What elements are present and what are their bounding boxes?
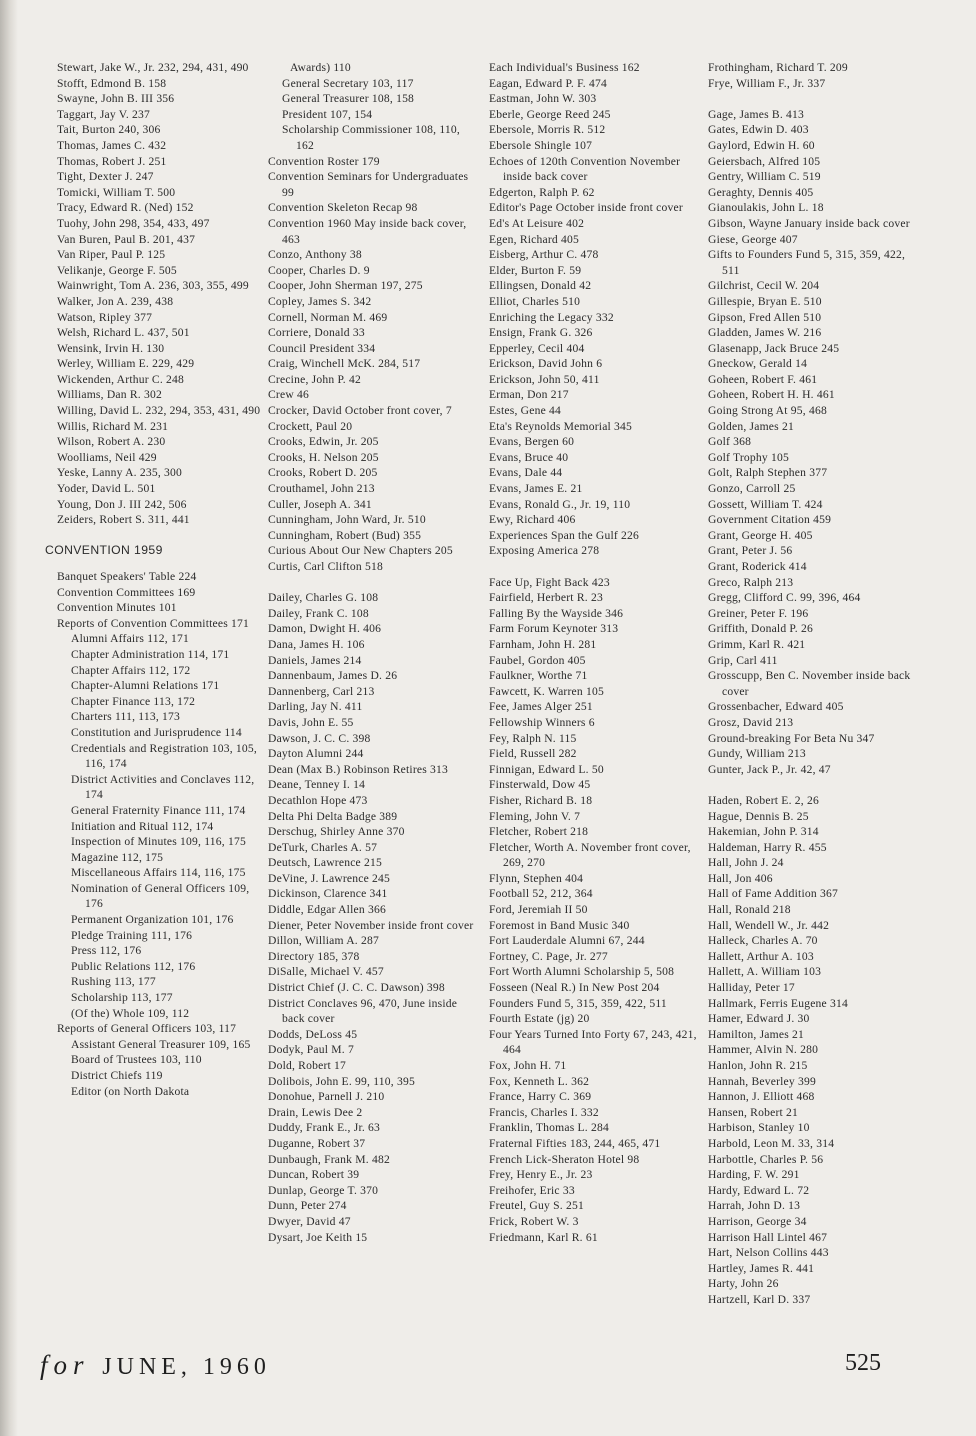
index-entry: DiSalle, Michael V. 457 <box>268 965 384 979</box>
index-entry: Charters 111, 113, 173 <box>71 710 181 724</box>
index-entry: Gates, Edwin D. 403 <box>708 123 809 137</box>
index-entry: Greco, Ralph 213 <box>708 575 794 589</box>
index-entry: Haldeman, Harry R. 455 <box>708 840 827 854</box>
index-entry: Crooks, Edwin, Jr. 205 <box>268 435 379 449</box>
index-entry: Hague, Dennis B. 25 <box>708 809 809 823</box>
index-entry: Werley, William E. 229, 429 <box>57 357 195 371</box>
index-entry: Chapter-Alumni Relations 171 <box>71 679 220 693</box>
index-entry: Founders Fund 5, 315, 359, 422, 511 <box>489 996 667 1010</box>
index-entry: Football 52, 212, 364 <box>489 887 593 901</box>
index-entry: Assistant General Treasurer 109, 165 <box>71 1037 251 1051</box>
index-entry: Fraternal Fifties 183, 244, 465, 471 <box>489 1136 661 1150</box>
index-entry: Ground-breaking For Beta Nu 347 <box>708 731 875 745</box>
index-entry: Haden, Robert E. 2, 26 <box>708 793 819 807</box>
index-entry: (Of the) Whole 109, 112 <box>71 1006 190 1020</box>
index-entry: Drain, Lewis Dee 2 <box>268 1105 363 1119</box>
index-entry: Gianoulakis, John L. 18 <box>708 201 824 215</box>
index-entry: Eberle, George Reed 245 <box>489 107 611 121</box>
index-entry: Directory 185, 378 <box>268 949 360 963</box>
index-entry: Eagan, Edward P. F. 474 <box>489 76 607 90</box>
index-entry: Walker, Jon A. 239, 438 <box>57 294 174 308</box>
index-entry: Fort Worth Alumni Scholarship 5, 508 <box>489 965 675 979</box>
index-entry: Eastman, John W. 303 <box>489 92 597 106</box>
index-entry: Egen, Richard 405 <box>489 232 580 246</box>
index-entry: Face Up, Fight Back 423 <box>489 575 610 589</box>
index-entry: Gillespie, Bryan E. 510 <box>708 294 822 308</box>
index-entry: Crocker, David October front cover, 7 <box>268 404 452 418</box>
section-gap <box>57 528 269 544</box>
index-entry: Ewy, Richard 406 <box>489 513 576 527</box>
index-entry: Government Citation 459 <box>708 513 832 527</box>
index-entry: Tuohy, John 298, 354, 433, 497 <box>57 216 210 230</box>
index-entry: Echoes of 120th Convention November inside back cover <box>489 154 681 184</box>
index-entry: Conzo, Anthony 38 <box>268 248 362 262</box>
index-entry: Crew 46 <box>268 388 310 402</box>
index-entry: Dickinson, Clarence 341 <box>268 887 388 901</box>
index-entry: Miscellaneous Affairs 114, 116, 175 <box>71 866 246 880</box>
index-entry: Yoder, David L. 501 <box>57 482 156 496</box>
index-entry: Dailey, Charles G. 108 <box>268 591 379 605</box>
index-entry: Delta Phi Delta Badge 389 <box>268 809 398 823</box>
index-entry: Going Strong At 95, 468 <box>708 404 827 418</box>
index-entry: Fawcett, K. Warren 105 <box>489 684 604 698</box>
index-entry: Stewart, Jake W., Jr. 232, 294, 431, 490 <box>57 61 249 74</box>
index-entry: Frothingham, Richard T. 209 <box>708 61 848 74</box>
index-entry: Ensign, Frank G. 326 <box>489 326 593 340</box>
index-entry: Van Buren, Paul B. 201, 437 <box>57 232 196 246</box>
index-entry: Deane, Tenney I. 14 <box>268 778 366 792</box>
index-entry: Evans, Bergen 60 <box>489 435 575 449</box>
index-entry: Diddle, Edgar Allen 366 <box>268 903 386 917</box>
index-entry: Donohue, Parnell J. 210 <box>268 1090 385 1104</box>
index-entry: Woolliams, Neil 429 <box>57 450 157 464</box>
index-entry: Estes, Gene 44 <box>489 404 562 418</box>
page-number: 525 <box>845 1350 881 1376</box>
index-entry: Grosz, David 213 <box>708 715 794 729</box>
index-entry: Finnigan, Edward L. 50 <box>489 762 604 776</box>
index-entry: Watson, Ripley 377 <box>57 310 153 324</box>
index-entry: Stofft, Edmond B. 158 <box>57 76 167 90</box>
index-entry: General Fraternity Finance 111, 174 <box>71 803 246 817</box>
index-entry: Chapter Affairs 112, 172 <box>71 663 191 677</box>
index-entry: Halleck, Charles A. 70 <box>708 934 818 948</box>
index-entry: Evans, Dale 44 <box>489 466 563 480</box>
index-entry: Finsterwald, Dow 45 <box>489 778 591 792</box>
index-entry: Yeske, Lanny A. 235, 300 <box>57 466 183 480</box>
index-entry: Credentials and Registration 103, 105, 116, 174 <box>71 741 257 771</box>
index-entry: Griffith, Donald P. 26 <box>708 622 813 636</box>
index-entry: Grant, Peter J. 56 <box>708 544 793 558</box>
index-entry: General Treasurer 108, 158 <box>282 92 415 106</box>
index-entry: Initiation and Ritual 112, 174 <box>71 819 214 833</box>
index-entry: Faubel, Gordon 405 <box>489 653 586 667</box>
index-entry: Dunlap, George T. 370 <box>268 1183 379 1197</box>
index-entry: Craig, Winchell McK. 284, 517 <box>268 357 421 371</box>
index-entry: Gossett, William T. 424 <box>708 497 823 511</box>
index-entry: Halliday, Peter 17 <box>708 981 795 995</box>
index-entry: Harbold, Leon M. 33, 314 <box>708 1136 835 1150</box>
index-entry: Willis, Richard M. 231 <box>57 419 169 433</box>
index-entry: Geraghty, Dennis 405 <box>708 185 814 199</box>
index-entry: Duncan, Robert 39 <box>268 1168 360 1182</box>
index-entry: Reports of General Officers 103, 117 <box>57 1022 237 1036</box>
index-entry: Grip, Carl 411 <box>708 653 778 667</box>
index-entry: Crouthamel, John 213 <box>268 482 375 496</box>
index-entry: Dana, James H. 106 <box>268 637 365 651</box>
index-entry: Dannenberg, Carl 213 <box>268 684 375 698</box>
index-entry: Fourth Estate (jg) 20 <box>489 1012 590 1026</box>
index-entry: Falling By the Wayside 346 <box>489 606 624 620</box>
index-entry: Press 112, 176 <box>71 944 142 958</box>
index-entry: Farnham, John H. 281 <box>489 637 597 651</box>
page-binding-edge <box>0 0 18 1436</box>
index-entry: Chapter Administration 114, 171 <box>71 647 230 661</box>
index-entry: Hallett, A. William 103 <box>708 965 822 979</box>
index-entry: Hardy, Edward L. 72 <box>708 1183 810 1197</box>
index-entry: Pledge Training 111, 176 <box>71 928 193 942</box>
section-gap <box>708 777 920 793</box>
index-entry: Erickson, David John 6 <box>489 357 603 371</box>
index-entry: Swayne, John B. III 356 <box>57 92 175 106</box>
index-entry: Convention Roster 179 <box>268 154 380 168</box>
index-entry: Reports of Convention Committees 171 <box>57 616 250 630</box>
index-entry: Golf Trophy 105 <box>708 450 789 464</box>
index-entry: Eta's Reynolds Memorial 345 <box>489 419 633 433</box>
index-entry: Gladden, James W. 216 <box>708 326 822 340</box>
index-entry: Convention 1960 May inside back cover, 463 <box>268 216 467 246</box>
index-entry: Davis, John E. 55 <box>268 715 354 729</box>
index-entry: Copley, James S. 342 <box>268 294 372 308</box>
index-entry: District Activities and Conclaves 112, 174 <box>71 772 255 802</box>
index-entry: Editor's Page October inside front cover <box>489 201 683 215</box>
index-entry: Rushing 113, 177 <box>71 975 156 989</box>
index-entry: Dold, Robert 17 <box>268 1059 347 1072</box>
index-entry: Hart, Nelson Collins 443 <box>708 1246 829 1260</box>
index-entry: Hall of Fame Addition 367 <box>708 887 838 901</box>
index-entry: Fortney, C. Page, Jr. 277 <box>489 949 608 963</box>
section-gap <box>268 575 480 591</box>
index-entry: Evans, James E. 21 <box>489 482 583 496</box>
index-entry: Crooks, Robert D. 205 <box>268 466 378 480</box>
index-entry: Dillon, William A. 287 <box>268 934 379 948</box>
index-entry: Geiersbach, Alfred 105 <box>708 154 821 168</box>
index-entry: Fairfield, Herbert R. 23 <box>489 591 603 605</box>
index-entry: Wickenden, Arthur C. 248 <box>57 372 185 386</box>
index-entry: Cunningham, Robert (Bud) 355 <box>268 528 422 542</box>
index-entry: Dayton Alumni 244 <box>268 747 364 761</box>
index-entry: Each Individual's Business 162 <box>489 61 640 74</box>
index-entry: Scholarship Commissioner 108, 110, 162 <box>282 123 461 152</box>
index-entry: Glasenapp, Jack Bruce 245 <box>708 341 840 355</box>
index-entry: Inspection of Minutes 109, 116, 175 <box>71 835 246 849</box>
index-entry: Dodds, DeLoss 45 <box>268 1027 358 1041</box>
index-entry: Fleming, John V. 7 <box>489 809 581 823</box>
index-entry: Van Riper, Paul P. 125 <box>57 248 166 262</box>
index-entry: Culler, Joseph A. 341 <box>268 497 372 511</box>
index-entry: Dwyer, David 47 <box>268 1214 351 1228</box>
index-entry: Willing, David L. 232, 294, 353, 431, 490 <box>57 404 261 418</box>
index-entry: Evans, Ronald G., Jr. 19, 110 <box>489 497 631 511</box>
index-entry: Constitution and Jurisprudence 114 <box>71 725 242 739</box>
index-entry: Harding, F. W. 291 <box>708 1168 800 1182</box>
index-entry: Fee, James Alger 251 <box>489 700 593 714</box>
index-entry: Fox, John H. 71 <box>489 1059 567 1072</box>
index-entry: Gonzo, Carroll 25 <box>708 482 796 496</box>
index-entry: Wainwright, Tom A. 236, 303, 355, 499 <box>57 279 249 293</box>
index-entry: Hakemian, John P. 314 <box>708 825 819 839</box>
index-entry: Curious About Our New Chapters 205 <box>268 544 453 558</box>
index-entry: Derschug, Shirley Anne 370 <box>268 825 405 839</box>
index-entry: Friedmann, Karl R. 61 <box>489 1230 598 1244</box>
index-entry: Daniels, James 214 <box>268 653 362 667</box>
index-entry: Fort Lauderdale Alumni 67, 244 <box>489 934 645 948</box>
index-column-3 <box>489 60 701 1245</box>
index-entry: Zeiders, Robert S. 311, 441 <box>57 513 190 527</box>
index-entry: Tomicki, William T. 500 <box>57 185 176 199</box>
index-entry: Young, Don J. III 242, 506 <box>57 497 187 511</box>
index-entry: Duddy, Frank E., Jr. 63 <box>268 1121 381 1135</box>
index-entry: Epperley, Cecil 404 <box>489 341 585 355</box>
index-entry: Cooper, John Sherman 197, 275 <box>268 279 423 293</box>
index-entry: Frye, William F., Jr. 337 <box>708 76 826 90</box>
index-entry: Gunter, Jack P., Jr. 42, 47 <box>708 762 831 776</box>
index-entry: Tight, Dexter J. 247 <box>57 170 154 184</box>
index-entry: Gentry, William C. 519 <box>708 170 821 184</box>
index-entry: Thomas, James C. 432 <box>57 138 167 152</box>
index-entry: Fletcher, Worth A. November front cover, 269, 270 <box>489 840 691 870</box>
index-entry: Four Years Turned Into Forty 67, 243, 421, 464 <box>489 1027 697 1057</box>
index-entry: Fellowship Winners 6 <box>489 715 595 729</box>
index-entry: Diener, Peter November inside front cover <box>268 918 474 932</box>
index-entry: Frey, Henry E., Jr. 23 <box>489 1168 593 1182</box>
index-entry: Editor (on North Dakota <box>71 1084 190 1098</box>
index-entry: Grant, Roderick 414 <box>708 560 807 573</box>
index-entry: Hall, Jon 406 <box>708 871 773 885</box>
index-entry: Council President 334 <box>268 341 376 355</box>
index-entry: Duganne, Robert 37 <box>268 1136 366 1150</box>
index-entry: Harty, John 26 <box>708 1277 779 1291</box>
index-entry: Darling, Jay N. 411 <box>268 700 363 714</box>
index-entry: Foremost in Band Music 340 <box>489 918 630 932</box>
index-entry: Cornell, Norman M. 469 <box>268 310 388 324</box>
index-column-4 <box>708 60 920 1308</box>
index-entry: Curtis, Carl Clifton 518 <box>268 560 383 573</box>
index-entry: Flynn, Stephen 404 <box>489 871 584 885</box>
index-entry: Goheen, Robert H. H. 461 <box>708 388 835 402</box>
index-entry: Crockett, Paul 20 <box>268 419 353 433</box>
index-entry: Damon, Dwight H. 406 <box>268 622 382 636</box>
index-entry: Edgerton, Ralph P. 62 <box>489 185 595 199</box>
index-entry: Nomination of General Officers 109, 176 <box>71 881 250 911</box>
index-entry: France, Harry C. 369 <box>489 1090 592 1104</box>
index-entry: Dunbaugh, Frank M. 482 <box>268 1152 390 1166</box>
index-entry: Welsh, Richard L. 437, 501 <box>57 326 190 340</box>
index-entry: Elder, Burton F. 59 <box>489 263 582 277</box>
index-entry: Gundy, William 213 <box>708 747 806 761</box>
index-entry: Ebersole, Morris R. 512 <box>489 123 606 137</box>
index-entry: Freutel, Guy S. 251 <box>489 1199 584 1213</box>
index-entry: District Chief (J. C. C. Dawson) 398 <box>268 981 445 995</box>
index-entry: Harrison Hall Lintel 467 <box>708 1230 828 1244</box>
index-entry: General Secretary 103, 117 <box>282 76 414 90</box>
index-entry: Grossenbacher, Edward 405 <box>708 700 844 714</box>
index-entry: Crecine, John P. 42 <box>268 372 361 386</box>
index-entry: Grant, George H. 405 <box>708 528 813 542</box>
index-entry: Elliot, Charles 510 <box>489 294 581 308</box>
index-entry: Tracy, Edward R. (Ned) 152 <box>57 201 194 215</box>
index-entry: Taggart, Jay V. 237 <box>57 107 151 121</box>
index-entry: Harbottle, Charles P. 56 <box>708 1152 824 1166</box>
index-column-2 <box>268 60 480 1245</box>
index-entry: Tait, Burton 240, 306 <box>57 123 161 137</box>
index-entry: Golf 368 <box>708 435 752 449</box>
index-entry: Faulkner, Worthe 71 <box>489 669 588 683</box>
index-entry: Hansen, Robert 21 <box>708 1105 799 1119</box>
index-entry: Wensink, Irvin H. 130 <box>57 341 165 355</box>
index-entry: Corriere, Donald 33 <box>268 326 365 340</box>
index-entry: Cooper, Charles D. 9 <box>268 263 370 277</box>
index-entry: Gregg, Clifford C. 99, 396, 464 <box>708 591 861 605</box>
section-gap <box>708 91 920 107</box>
footer-for: for <box>40 1350 90 1380</box>
index-entry: Dysart, Joe Keith 15 <box>268 1230 368 1244</box>
index-entry: Velikanje, George F. 505 <box>57 263 177 277</box>
index-entry: Convention Committees 169 <box>57 585 196 599</box>
index-entry: Dodyk, Paul M. 7 <box>268 1043 354 1057</box>
index-entry: Deutsch, Lawrence 215 <box>268 856 382 870</box>
index-entry: Gibson, Wayne January inside back cover <box>708 216 910 230</box>
index-entry: Exposing America 278 <box>489 544 600 558</box>
index-entry: Greiner, Peter F. 196 <box>708 606 809 620</box>
index-entry: Hamilton, James 21 <box>708 1027 805 1041</box>
index-entry: Harrison, George 34 <box>708 1214 807 1228</box>
index-entry: Erickson, John 50, 411 <box>489 372 600 386</box>
index-entry: Public Relations 112, 176 <box>71 959 196 973</box>
index-entry: Hallmark, Ferris Eugene 314 <box>708 996 848 1010</box>
index-entry: Hall, Wendell W., Jr. 442 <box>708 918 830 932</box>
index-entry: Thomas, Robert J. 251 <box>57 154 167 168</box>
index-entry: Convention Minutes 101 <box>57 601 177 615</box>
index-entry: Ellingsen, Donald 42 <box>489 279 592 293</box>
index-entry: Grosscupp, Ben C. November inside back cover <box>708 669 911 698</box>
index-entry: Permanent Organization 101, 176 <box>71 913 234 927</box>
index-entry: Grimm, Karl R. 421 <box>708 637 806 651</box>
index-entry: Frick, Robert W. 3 <box>489 1214 579 1228</box>
index-entry: Gneckow, Gerald 14 <box>708 357 808 371</box>
index-entry: DeTurk, Charles A. 57 <box>268 840 378 854</box>
index-entry: Freihofer, Eric 33 <box>489 1183 575 1197</box>
index-entry: Convention Seminars for Undergraduates 99 <box>268 170 469 199</box>
index-entry: Scholarship 113, 177 <box>71 991 173 1005</box>
index-entry: Banquet Speakers' Table 224 <box>57 570 197 583</box>
section-gap <box>489 559 701 575</box>
index-entry: President 107, 154 <box>282 107 373 121</box>
index-entry: District Chiefs 119 <box>71 1069 163 1082</box>
index-entry: Erman, Don 217 <box>489 388 569 402</box>
index-entry: Magazine 112, 175 <box>71 850 164 864</box>
index-entry: Field, Russell 282 <box>489 747 577 761</box>
index-entry: Hartzell, Karl D. 337 <box>708 1292 811 1306</box>
index-entry: Eisberg, Arthur C. 478 <box>489 248 599 262</box>
index-column-1 <box>45 60 269 1099</box>
index-entry: Gifts to Founders Fund 5, 315, 359, 422, 511 <box>708 248 906 277</box>
index-entry: Golt, Ralph Stephen 377 <box>708 466 828 480</box>
index-entry: Board of Trustees 103, 110 <box>71 1053 202 1067</box>
index-entry: Dannenbaum, James D. 26 <box>268 669 398 683</box>
index-entry: Fosseen (Neal R.) In New Post 204 <box>489 981 660 995</box>
index-entry: Hall, Ronald 218 <box>708 903 791 917</box>
index-entry: Dean (Max B.) Robinson Retires 313 <box>268 762 449 776</box>
index-entry: Dunn, Peter 274 <box>268 1199 347 1213</box>
footer-issue <box>40 1350 271 1381</box>
index-entry: Goheen, Robert F. 461 <box>708 372 818 386</box>
index-entry: Awards) 110 <box>290 61 351 74</box>
index-entry: Ebersole Shingle 107 <box>489 138 593 152</box>
index-entry: Fisher, Richard B. 18 <box>489 793 593 807</box>
index-entry: Gaylord, Edwin H. 60 <box>708 138 815 152</box>
index-entry: Farm Forum Keynoter 313 <box>489 622 619 636</box>
index-entry: Harbison, Stanley 10 <box>708 1121 810 1135</box>
index-entry: Alumni Affairs 112, 171 <box>71 632 189 646</box>
index-entry: Dolibois, John E. 99, 110, 395 <box>268 1074 415 1088</box>
index-entry: Hartley, James R. 441 <box>708 1261 815 1275</box>
index-entry: Williams, Dan R. 302 <box>57 388 162 402</box>
index-entry: Harrah, John D. 13 <box>708 1199 801 1213</box>
index-entry: Wilson, Robert A. 230 <box>57 435 166 449</box>
index-entry: Giese, George 407 <box>708 232 798 246</box>
index-entry: Hall, John J. 24 <box>708 856 784 870</box>
index-entry: Ford, Jeremiah II 50 <box>489 903 588 917</box>
index-entry: Cunningham, John Ward, Jr. 510 <box>268 513 426 527</box>
index-entry: Fey, Ralph N. 115 <box>489 731 577 745</box>
footer-month: JUNE, 1960 <box>102 1354 271 1380</box>
index-entry: Hannah, Beverley 399 <box>708 1074 816 1088</box>
index-entry: Enriching the Legacy 332 <box>489 310 614 324</box>
index-entry: Franklin, Thomas L. 284 <box>489 1121 609 1135</box>
index-entry: Gage, James B. 413 <box>708 107 805 121</box>
index-entry: Experiences Span the Gulf 226 <box>489 528 640 542</box>
index-entry: Chapter Finance 113, 172 <box>71 694 196 708</box>
index-entry: Gilchrist, Cecil W. 204 <box>708 279 820 293</box>
index-entry: Hannon, J. Elliott 468 <box>708 1090 815 1104</box>
section-heading: CONVENTION 1959 <box>45 543 163 558</box>
index-entry: DeVine, J. Lawrence 245 <box>268 871 391 885</box>
index-entry: Hamer, Edward J. 30 <box>708 1012 810 1026</box>
index-entry: Hammer, Alvin N. 280 <box>708 1043 819 1057</box>
index-entry: Crooks, H. Nelson 205 <box>268 450 379 464</box>
index-entry: Francis, Charles I. 332 <box>489 1105 599 1119</box>
index-entry: Golden, James 21 <box>708 419 794 433</box>
index-entry: Hanlon, John R. 215 <box>708 1059 808 1072</box>
index-entry: Fletcher, Robert 218 <box>489 825 589 839</box>
index-entry: Dawson, J. C. C. 398 <box>268 731 371 745</box>
index-entry: Hallett, Arthur A. 103 <box>708 949 814 963</box>
index-entry: Dailey, Frank C. 108 <box>268 606 369 620</box>
index-entry: Convention Skeleton Recap 98 <box>268 201 418 215</box>
index-entry: Ed's At Leisure 402 <box>489 216 585 230</box>
index-entry: Fox, Kenneth L. 362 <box>489 1074 590 1088</box>
index-entry: Evans, Bruce 40 <box>489 450 569 464</box>
index-entry: Decathlon Hope 473 <box>268 793 368 807</box>
index-entry: Gipson, Fred Allen 510 <box>708 310 822 324</box>
index-entry: French Lick-Sheraton Hotel 98 <box>489 1152 640 1166</box>
index-entry: District Conclaves 96, 470, June inside back cover <box>268 996 458 1026</box>
